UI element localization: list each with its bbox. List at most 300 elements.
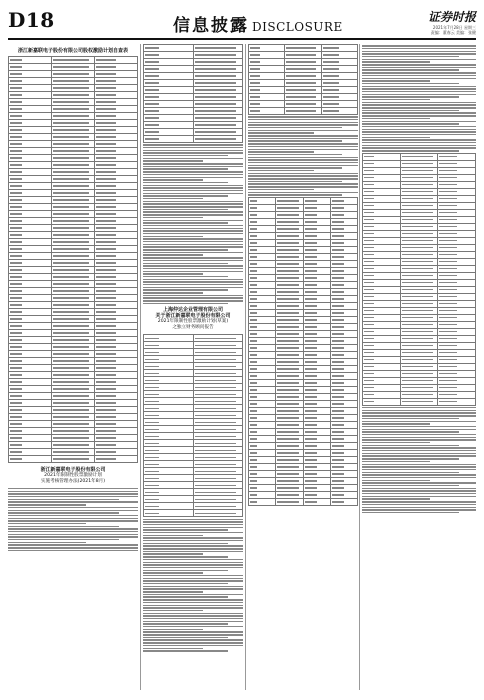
text-line — [277, 354, 299, 355]
text-line — [332, 333, 344, 334]
table-row — [9, 288, 138, 295]
text-line — [305, 207, 317, 208]
text-line — [53, 164, 89, 165]
table-cell — [95, 99, 138, 106]
text-line — [402, 212, 433, 213]
text-line — [10, 353, 22, 354]
table-row — [144, 87, 243, 94]
table-cell — [95, 113, 138, 120]
text-line — [364, 366, 374, 367]
table-cell — [363, 300, 401, 307]
text-line — [439, 310, 456, 311]
text-line — [250, 110, 260, 111]
table-row — [9, 92, 138, 99]
table-cell — [400, 265, 438, 272]
text-line — [250, 249, 257, 250]
definitions-table — [143, 334, 243, 517]
table-cell — [276, 477, 303, 484]
text-line — [362, 139, 476, 140]
table-cell — [144, 136, 194, 143]
text-line — [362, 104, 476, 105]
text-line — [305, 256, 317, 257]
table-cell — [9, 176, 52, 183]
table-cell — [9, 197, 52, 204]
text-line — [195, 506, 237, 507]
table-cell — [193, 363, 243, 370]
table-row — [249, 260, 358, 267]
text-line — [8, 507, 138, 508]
text-line — [305, 249, 317, 250]
table-cell — [363, 265, 401, 272]
text-line — [332, 305, 344, 306]
text-line — [145, 408, 159, 409]
text-line — [332, 228, 344, 229]
table-row — [363, 391, 476, 398]
text-line — [277, 298, 299, 299]
table-cell — [249, 344, 276, 351]
text-line — [195, 117, 237, 118]
text-line — [362, 94, 476, 95]
text-line — [96, 395, 116, 396]
table-row — [9, 64, 138, 71]
table-row — [144, 363, 243, 370]
table-cell — [363, 398, 401, 405]
table-cell — [52, 428, 95, 435]
text-line — [143, 567, 243, 568]
table-cell — [400, 391, 438, 398]
table-row — [9, 393, 138, 400]
newspaper-logo: 证券时报 — [427, 10, 476, 24]
column-divider — [140, 44, 141, 690]
text-line — [323, 103, 340, 104]
table-cell — [438, 377, 476, 384]
text-line — [286, 89, 316, 90]
text-line — [332, 361, 344, 362]
text-line — [277, 375, 299, 376]
table-cell — [144, 349, 194, 356]
table-cell — [330, 260, 357, 267]
text-line — [332, 340, 344, 341]
table-cell — [363, 223, 401, 230]
text-line — [143, 147, 243, 148]
table-cell — [9, 239, 52, 246]
text-line — [362, 118, 430, 119]
text-line — [195, 110, 237, 111]
table-cell — [330, 288, 357, 295]
table-row — [9, 442, 138, 449]
table-cell — [303, 253, 330, 260]
table-cell — [144, 115, 194, 122]
text-line — [143, 623, 228, 624]
table-cell — [52, 372, 95, 379]
table-cell — [249, 463, 276, 470]
table-cell — [249, 239, 276, 246]
text-line — [305, 277, 317, 278]
text-line — [53, 178, 89, 179]
table-row — [144, 129, 243, 136]
table-cell — [330, 379, 357, 386]
table-cell — [303, 344, 330, 351]
table-cell — [144, 129, 194, 136]
text-line — [143, 160, 203, 161]
text-line — [8, 491, 138, 492]
table-row — [249, 421, 358, 428]
table-row — [363, 174, 476, 181]
table-cell — [276, 246, 303, 253]
text-line — [143, 564, 243, 565]
table-cell — [330, 218, 357, 225]
table-row — [249, 498, 358, 505]
table-cell — [52, 113, 95, 120]
text-line — [402, 289, 433, 290]
text-line — [248, 173, 358, 174]
table-row — [9, 155, 138, 162]
table-cell — [276, 253, 303, 260]
table-cell — [438, 356, 476, 363]
text-line — [96, 192, 116, 193]
text-line — [195, 450, 237, 451]
text-line — [364, 268, 374, 269]
table-row — [9, 85, 138, 92]
table-row — [249, 281, 358, 288]
text-line — [439, 352, 456, 353]
text-line — [195, 394, 237, 395]
text-line — [96, 332, 116, 333]
table-cell — [303, 281, 330, 288]
table-row — [9, 183, 138, 190]
text-line — [10, 101, 22, 102]
text-line — [402, 226, 433, 227]
table-row — [249, 358, 358, 365]
table-cell — [321, 73, 357, 80]
text-line — [305, 417, 317, 418]
table-cell — [193, 66, 243, 73]
table-cell — [303, 449, 330, 456]
text-line — [332, 354, 344, 355]
text-line — [143, 246, 243, 247]
text-line — [277, 214, 299, 215]
table-cell — [52, 169, 95, 176]
text-line — [332, 221, 344, 222]
text-line — [305, 235, 317, 236]
data-table — [248, 197, 358, 506]
text-line — [248, 127, 342, 128]
table-row — [9, 372, 138, 379]
text-line — [277, 361, 299, 362]
text-line — [402, 380, 433, 381]
table-row — [363, 363, 476, 370]
text-line — [143, 284, 243, 285]
table-cell — [330, 239, 357, 246]
table-cell — [95, 162, 138, 169]
text-line — [96, 402, 116, 403]
text-line — [53, 311, 89, 312]
table-cell — [276, 197, 303, 204]
table-row — [363, 216, 476, 223]
text-line — [305, 228, 317, 229]
table-cell — [9, 99, 52, 106]
table-cell — [363, 363, 401, 370]
table-row — [363, 237, 476, 244]
table-cell — [438, 342, 476, 349]
text-line — [53, 199, 89, 200]
table-cell — [95, 211, 138, 218]
table-cell — [249, 253, 276, 260]
text-line — [248, 138, 358, 139]
text-line — [143, 144, 243, 145]
text-line — [332, 501, 344, 502]
table-cell — [363, 370, 401, 377]
table-cell — [144, 335, 194, 342]
table-cell — [303, 239, 330, 246]
text-line — [362, 434, 476, 435]
table-cell — [249, 456, 276, 463]
table-cell — [52, 393, 95, 400]
table-row — [9, 141, 138, 148]
text-line — [96, 143, 116, 144]
text-line — [96, 241, 116, 242]
table-cell — [249, 108, 285, 115]
text-line — [286, 82, 316, 83]
text-line — [248, 162, 358, 163]
table-cell — [330, 204, 357, 211]
text-line — [250, 47, 260, 48]
text-line — [248, 181, 342, 182]
table-row — [249, 428, 358, 435]
text-line — [10, 248, 22, 249]
table-row — [144, 461, 243, 468]
table-cell — [276, 302, 303, 309]
text-line — [10, 192, 22, 193]
text-line — [8, 496, 138, 497]
text-line — [305, 424, 317, 425]
table-row — [144, 433, 243, 440]
text-line — [250, 263, 257, 264]
table-cell — [193, 370, 243, 377]
text-line — [250, 270, 257, 271]
text-line — [143, 543, 228, 544]
info-table — [143, 44, 243, 143]
text-line — [332, 480, 344, 481]
table-cell — [144, 489, 194, 496]
text-line — [305, 438, 317, 439]
text-line — [364, 289, 374, 290]
section-title-cn: 信息披露 — [173, 16, 249, 36]
text-line — [362, 150, 459, 151]
text-line — [248, 165, 358, 166]
table-cell — [330, 421, 357, 428]
text-line — [305, 305, 317, 306]
text-line — [362, 507, 476, 508]
table-cell — [9, 162, 52, 169]
text-line — [250, 228, 257, 229]
table-cell — [95, 449, 138, 456]
text-line — [10, 451, 22, 452]
table-row — [363, 188, 476, 195]
text-line — [305, 459, 317, 460]
text-line — [332, 417, 344, 418]
table-cell — [193, 384, 243, 391]
table-row — [249, 246, 358, 253]
table-row — [363, 195, 476, 202]
table-cell — [144, 342, 194, 349]
text-line — [250, 382, 257, 383]
table-cell — [144, 391, 194, 398]
text-line — [305, 403, 317, 404]
text-line — [364, 212, 374, 213]
table-cell — [363, 230, 401, 237]
table-cell — [52, 309, 95, 316]
table-row — [249, 330, 358, 337]
text-line — [364, 191, 374, 192]
table-row — [9, 190, 138, 197]
text-line — [362, 53, 476, 54]
table-cell — [9, 428, 52, 435]
text-line — [277, 410, 299, 411]
text-line — [195, 103, 237, 104]
text-line — [248, 124, 358, 125]
column-1 — [8, 44, 138, 690]
text-line — [362, 134, 476, 135]
text-line — [402, 345, 433, 346]
text-line — [439, 156, 456, 157]
table-cell — [438, 265, 476, 272]
table-row — [9, 57, 138, 64]
text-line — [248, 132, 314, 133]
table-cell — [249, 470, 276, 477]
text-line — [143, 236, 203, 237]
text-line — [439, 289, 456, 290]
table-cell — [144, 363, 194, 370]
text-line — [143, 586, 243, 587]
text-line — [250, 103, 260, 104]
notice-line: 2021年限制性股票激励计划 — [44, 473, 102, 478]
table-row — [9, 337, 138, 344]
text-line — [143, 615, 243, 616]
table-cell — [52, 183, 95, 190]
text-line — [362, 115, 476, 116]
table-row — [144, 349, 243, 356]
text-line — [364, 219, 374, 220]
table-cell — [52, 358, 95, 365]
table-cell — [52, 351, 95, 358]
table-cell — [303, 225, 330, 232]
table-cell — [303, 435, 330, 442]
table-cell — [193, 419, 243, 426]
text-line — [96, 227, 116, 228]
table-row — [363, 307, 476, 314]
table-cell — [52, 78, 95, 85]
text-line — [96, 101, 116, 102]
text-line — [305, 375, 317, 376]
text-line — [10, 444, 22, 445]
table-cell — [303, 372, 330, 379]
table-cell — [144, 475, 194, 482]
text-line — [362, 474, 476, 475]
table-cell — [249, 316, 276, 323]
table-cell — [95, 176, 138, 183]
text-line — [277, 480, 299, 481]
table-cell — [249, 435, 276, 442]
text-line — [195, 499, 237, 500]
text-line — [402, 233, 433, 234]
text-line — [143, 209, 228, 210]
text-line — [305, 452, 317, 453]
table-cell — [363, 391, 401, 398]
table-cell — [52, 134, 95, 141]
text-line — [53, 108, 89, 109]
text-line — [53, 332, 89, 333]
table-cell — [330, 337, 357, 344]
table-cell — [303, 218, 330, 225]
text-line — [96, 262, 116, 263]
text-line — [10, 458, 22, 459]
text-line — [143, 599, 243, 600]
text-line — [96, 136, 116, 137]
table-cell — [400, 181, 438, 188]
table-cell — [303, 204, 330, 211]
text-line — [145, 359, 159, 360]
text-line — [250, 354, 257, 355]
table-row — [249, 484, 358, 491]
table-row — [249, 87, 358, 94]
text-line — [305, 361, 317, 362]
table-cell — [193, 342, 243, 349]
text-line — [143, 177, 243, 178]
text-line — [402, 296, 433, 297]
table-cell — [52, 386, 95, 393]
table-cell — [144, 440, 194, 447]
table-cell — [363, 272, 401, 279]
table-cell — [249, 246, 276, 253]
text-line — [53, 248, 89, 249]
table-cell — [303, 400, 330, 407]
text-line — [250, 452, 257, 453]
text-line — [250, 438, 257, 439]
text-line — [143, 249, 228, 250]
text-line — [402, 331, 433, 332]
table-cell — [144, 412, 194, 419]
text-line — [286, 96, 316, 97]
table-row — [249, 393, 358, 400]
table-cell — [438, 335, 476, 342]
table-cell — [276, 225, 303, 232]
table-cell — [193, 115, 243, 122]
text-line — [143, 158, 243, 159]
text-line — [250, 68, 260, 69]
table-row — [144, 447, 243, 454]
table-cell — [400, 202, 438, 209]
text-line — [364, 324, 374, 325]
table-cell — [144, 80, 194, 87]
text-line — [332, 424, 344, 425]
text-line — [10, 136, 22, 137]
text-line — [145, 485, 159, 486]
table-row — [9, 302, 138, 309]
table-cell — [330, 358, 357, 365]
table-cell — [9, 183, 52, 190]
table-cell — [144, 454, 194, 461]
table-cell — [276, 407, 303, 414]
table-cell — [400, 314, 438, 321]
table-cell — [276, 204, 303, 211]
table-cell — [9, 295, 52, 302]
text-line — [10, 395, 22, 396]
table-cell — [321, 101, 357, 108]
table-cell — [400, 230, 438, 237]
text-line — [250, 214, 257, 215]
table-cell — [321, 87, 357, 94]
